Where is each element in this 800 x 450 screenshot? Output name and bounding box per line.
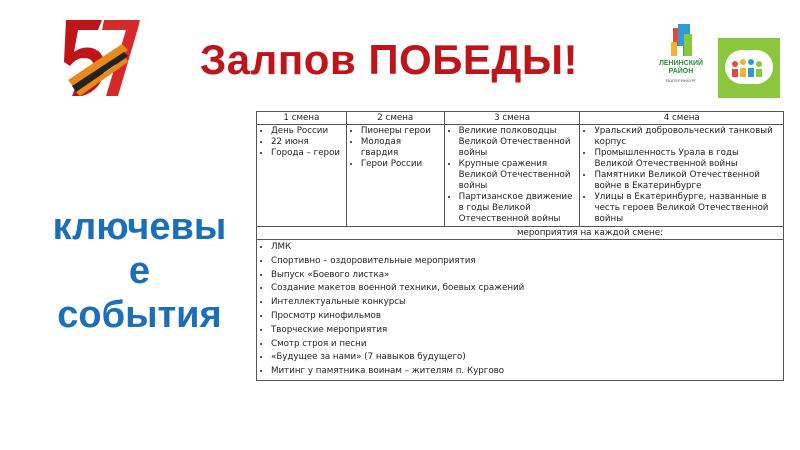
camp-logo (718, 38, 780, 98)
side-line-1: ключевы (52, 206, 227, 248)
list-item: • День России (271, 126, 343, 137)
shift-1-cell (257, 125, 347, 227)
events-header (257, 227, 784, 240)
list-item: • Великие полководцы Великой Отечественной войны (459, 126, 577, 159)
event-item: • Интеллектуальные конкурсы (271, 296, 780, 310)
list-item: • Улицы в Екатеринбурге, названные в честь героев Великой Отечественной войны (594, 192, 780, 225)
table-header-row (257, 112, 784, 125)
header-shift-3: 3 смена (444, 112, 580, 125)
shift-3-cell (444, 125, 580, 227)
event-item: • Смотр строя и песни (271, 338, 780, 352)
list-item: • Герои России (361, 159, 441, 170)
leninsky-district-logo (655, 22, 707, 92)
event-item: • Творческие мероприятия (271, 324, 780, 338)
shift-2-cell (346, 125, 444, 227)
event-item: • Создание макетов военной техники, боевых сражений (271, 282, 780, 296)
header-shift-4: 4 смена (580, 112, 784, 125)
list-item: • Города – герои (271, 148, 343, 159)
event-item: • Просмотр кинофильмов (271, 310, 780, 324)
event-item: • «Будущее за нами» (7 навыков будущего) (271, 351, 780, 365)
events-cell (257, 240, 784, 381)
page-title: Залпов ПОБЕДЫ! (200, 36, 578, 83)
events-header-text: мероприятия на каждой смене: (516, 228, 663, 238)
list-item: • Уральский добровольческий танковый корпус (594, 126, 780, 148)
district-name: ЛЕНИНСКИЙ РАЙОН (658, 60, 704, 75)
key-events-label (32, 205, 247, 337)
event-item: • Выпуск «Боевого листка» (271, 269, 780, 283)
list-item: • 22 июня (271, 137, 343, 148)
list-item: • Партизанское движение в годы Великой Отечественной войны (459, 192, 577, 225)
list-item: • Пионеры герои (361, 126, 441, 137)
header-shift-1: 1 смена (257, 112, 347, 125)
events-header-row (257, 227, 784, 240)
side-line-3: события (57, 294, 222, 336)
list-item: • Молодая гвардия (361, 137, 441, 159)
side-line-2: е (128, 250, 151, 292)
list-item: • Промышленность Урала в годы Великой Отечественной войны (594, 148, 780, 170)
event-item: • Митинг у памятника воинам – жителям п. Кургово (271, 365, 780, 379)
table-row (257, 125, 784, 227)
event-item: • ЛМК (271, 241, 780, 255)
district-sub: ЕКАТЕРИНБУРГ (665, 78, 697, 83)
header-shift-2: 2 смена (346, 112, 444, 125)
event-item: • Спортивно – оздоровительные мероприятия (271, 255, 780, 269)
list-item: • Крупные сражения Великой Отечественной войны (459, 159, 577, 192)
cloud-icon (725, 50, 773, 84)
shift-4-cell (580, 125, 784, 227)
list-item: • Памятники Великой Отечественной войне в Екатеринбурге (594, 170, 780, 192)
events-row (257, 240, 784, 381)
shifts-table (256, 111, 784, 381)
anniversary-75-logo (62, 16, 142, 100)
